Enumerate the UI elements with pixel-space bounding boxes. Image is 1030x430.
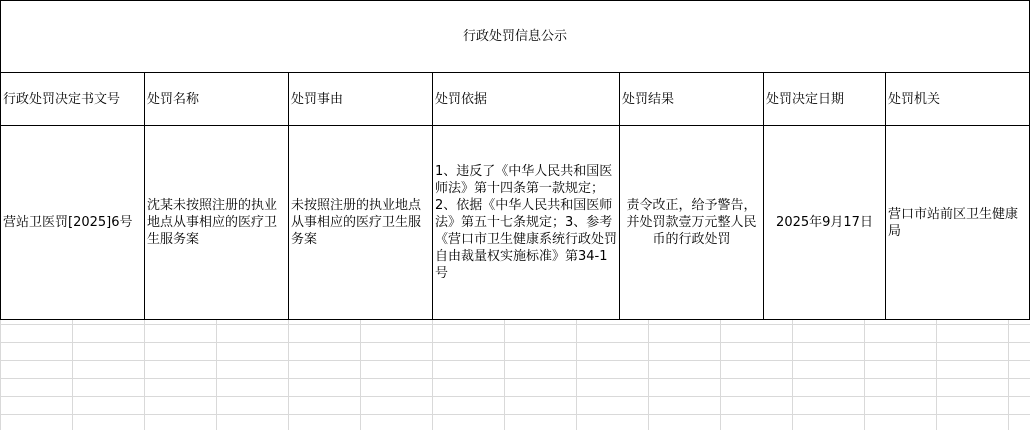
header-penalty-result[interactable]: 处罚结果	[620, 73, 764, 126]
header-doc-no[interactable]: 行政处罚决定书文号	[1, 73, 145, 126]
cell-doc-no[interactable]: 营站卫医罚[2025]6号	[1, 126, 145, 320]
header-penalty-basis[interactable]: 处罚依据	[433, 73, 620, 126]
header-authority[interactable]: 处罚机关	[886, 73, 1030, 126]
table-title[interactable]: 行政处罚信息公示	[1, 1, 1030, 73]
cell-penalty-basis[interactable]: 1、违反了《中华人民共和国医师法》第十四条第一款规定；2、依据《中华人民共和国医师法》第五十七条规定；3、参考《营口市卫生健康系统行政处罚自由裁量权实施标准》第34-1号	[433, 126, 620, 320]
cell-authority[interactable]: 营口市站前区卫生健康局	[886, 126, 1030, 320]
header-penalty-reason[interactable]: 处罚事由	[289, 73, 433, 126]
cell-penalty-result[interactable]: 责令改正，给予警告，并处罚款壹万元整人民币的行政处罚	[620, 126, 764, 320]
header-penalty-name[interactable]: 处罚名称	[145, 73, 289, 126]
header-decision-date[interactable]: 处罚决定日期	[764, 73, 886, 126]
cell-decision-date[interactable]: 2025年9月17日	[764, 126, 886, 320]
cell-penalty-name[interactable]: 沈某未按照注册的执业地点从事相应的医疗卫生服务案	[145, 126, 289, 320]
cell-penalty-reason[interactable]: 未按照注册的执业地点从事相应的医疗卫生服务案	[289, 126, 433, 320]
